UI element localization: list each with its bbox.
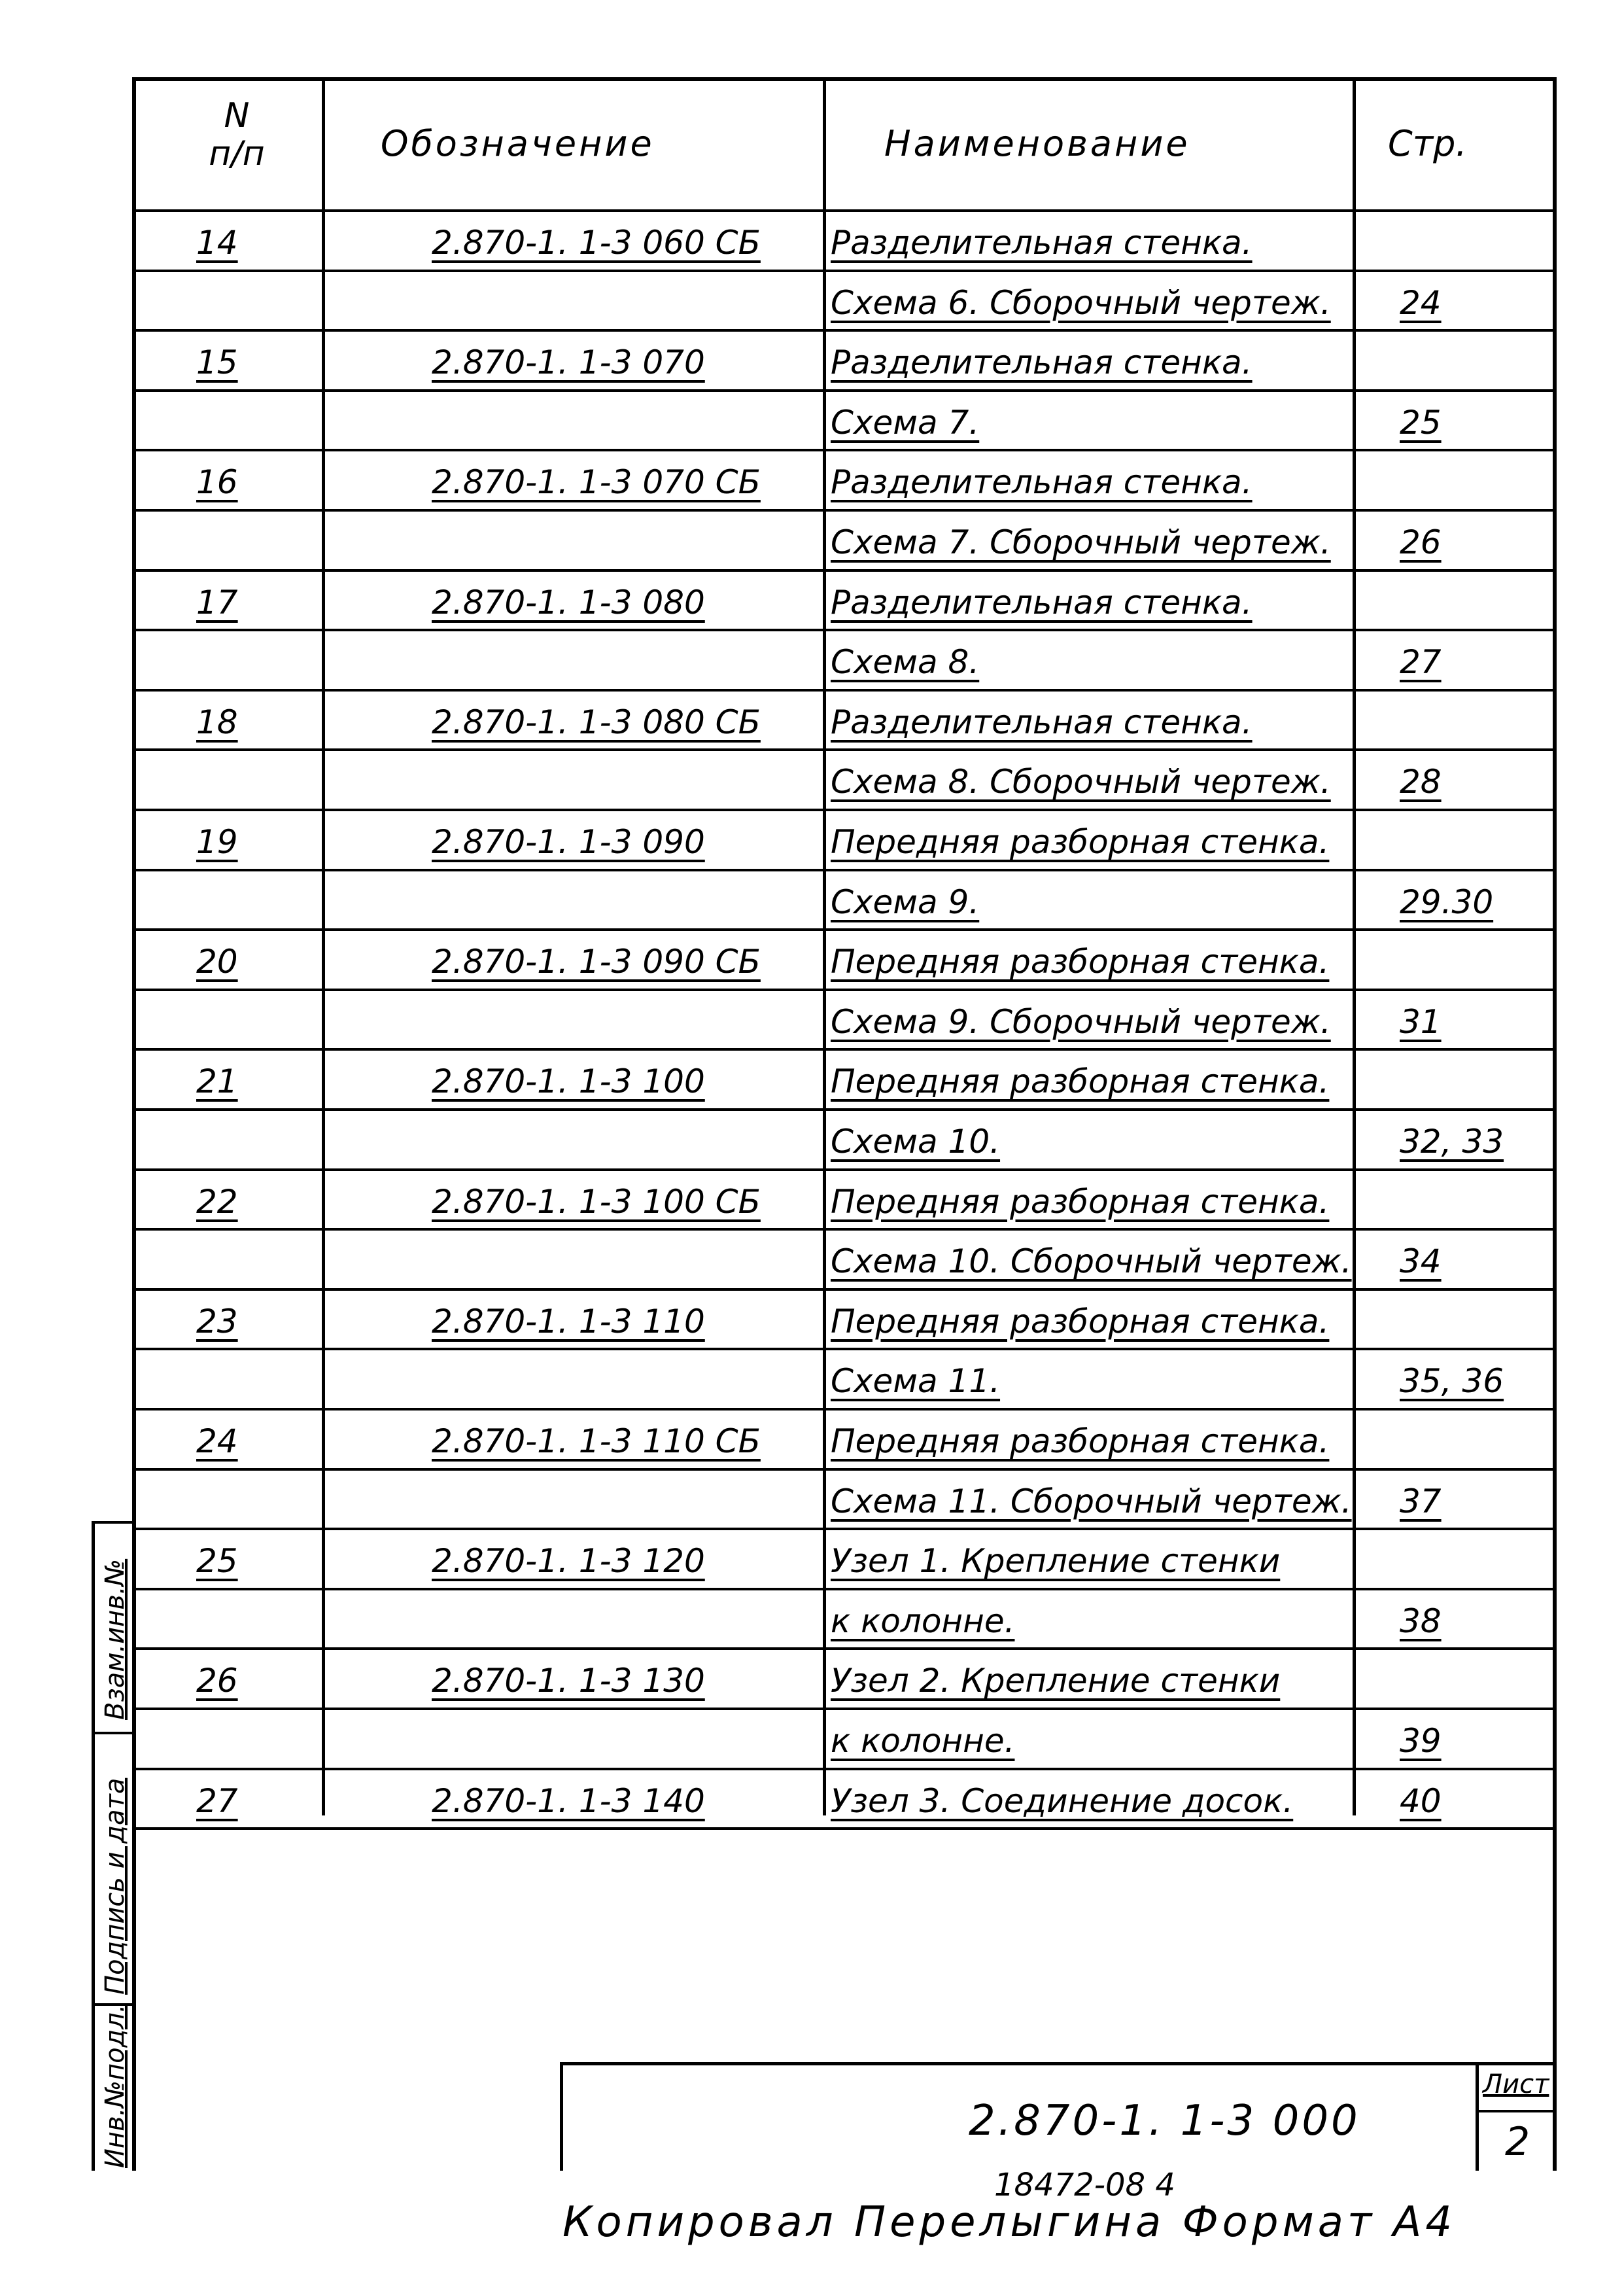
margin-strip bbox=[92, 1521, 132, 2171]
cell-name: Разделительная стенка. bbox=[831, 343, 1253, 382]
cell-designation: 2.870-1. 1-3 110 СБ bbox=[432, 1422, 761, 1460]
cell-designation: 2.870-1. 1-3 110 bbox=[432, 1302, 705, 1340]
cell-page: 32, 33 bbox=[1400, 1123, 1504, 1161]
cell-name: Узел 3. Соединение досок. bbox=[831, 1781, 1294, 1820]
cell-designation: 2.870-1. 1-3 090 bbox=[432, 823, 705, 861]
sheet-number-cell bbox=[1476, 2065, 1557, 2171]
cell-name: Узел 2. Крепление стенки bbox=[831, 1662, 1281, 1700]
cell-num: 24 bbox=[196, 1422, 238, 1460]
row-divider bbox=[136, 689, 1553, 692]
document-code: 2.870-1. 1-3 000 bbox=[969, 2097, 1360, 2145]
col-divider-name bbox=[1353, 77, 1356, 1815]
cell-num: 20 bbox=[196, 943, 238, 981]
row-divider bbox=[136, 1768, 1553, 1770]
cell-name: Разделительная стенка. bbox=[831, 463, 1253, 502]
cell-name: Схема 9. bbox=[831, 883, 980, 921]
cell-name: Схема 6. Сборочный чертеж. bbox=[831, 283, 1331, 322]
row-divider bbox=[136, 509, 1553, 512]
cell-designation: 2.870-1. 1-3 100 bbox=[432, 1062, 705, 1101]
row-divider bbox=[136, 1288, 1553, 1291]
cell-num: 22 bbox=[196, 1182, 238, 1221]
cell-page: 31 bbox=[1400, 1002, 1442, 1041]
row-divider bbox=[136, 270, 1553, 272]
cell-page: 38 bbox=[1400, 1602, 1442, 1640]
cell-num: 16 bbox=[196, 463, 238, 502]
copied-by-line: Копировал Перелыгина Формат А4 bbox=[562, 2198, 1457, 2247]
title-block bbox=[560, 2062, 1557, 2171]
strip-replace-inv: Взам.инв.№ bbox=[100, 1558, 130, 1720]
row-divider bbox=[136, 389, 1553, 392]
row-divider bbox=[136, 1647, 1553, 1650]
row-divider bbox=[136, 1588, 1553, 1590]
cell-num: 23 bbox=[196, 1302, 238, 1340]
cell-designation: 2.870-1. 1-3 070 СБ bbox=[432, 463, 761, 502]
cell-page: 39 bbox=[1400, 1722, 1442, 1760]
sheet-label-cell bbox=[1479, 2065, 1557, 2112]
cell-name: Разделительная стенка. bbox=[831, 224, 1253, 262]
row-divider bbox=[136, 1108, 1553, 1111]
row-divider bbox=[136, 1408, 1553, 1410]
cell-name: Схема 7. bbox=[831, 403, 980, 442]
cell-num: 15 bbox=[196, 343, 238, 382]
cell-num: 14 bbox=[196, 224, 238, 262]
cell-num: 17 bbox=[196, 583, 238, 622]
cell-page: 25 bbox=[1400, 403, 1442, 442]
row-divider bbox=[136, 1348, 1553, 1350]
cell-designation: 2.870-1. 1-3 080 bbox=[432, 583, 705, 622]
cell-name: Передняя разборная стенка. bbox=[831, 823, 1330, 861]
row-divider bbox=[136, 809, 1553, 811]
col-divider-num bbox=[322, 77, 325, 1815]
cell-name: Схема 11. bbox=[831, 1362, 1001, 1401]
strip-signature-date: Подпись и дата bbox=[100, 1778, 130, 1995]
cell-designation: 2.870-1. 1-3 060 СБ bbox=[432, 224, 761, 262]
cell-page: 35, 36 bbox=[1400, 1362, 1504, 1401]
cell-name: Схема 8. Сборочный чертеж. bbox=[831, 763, 1331, 801]
sheet-label: Лист bbox=[1483, 2069, 1549, 2099]
cell-page: 34 bbox=[1400, 1242, 1442, 1281]
cell-name: Разделительная стенка. bbox=[831, 583, 1253, 622]
header-divider bbox=[136, 209, 1553, 212]
cell-num: 19 bbox=[196, 823, 238, 861]
strip-separator bbox=[95, 1732, 132, 1734]
cell-name: Схема 7. Сборочный чертеж. bbox=[831, 523, 1331, 561]
row-divider bbox=[136, 1228, 1553, 1231]
strip-inv-original: Инв.№подл. bbox=[100, 2004, 130, 2168]
cell-name: Передняя разборная стенка. bbox=[831, 943, 1330, 981]
row-divider bbox=[136, 449, 1553, 451]
row-divider bbox=[136, 329, 1553, 332]
row-divider bbox=[136, 569, 1553, 572]
header-page: Стр. bbox=[1388, 123, 1467, 164]
cell-num: 27 bbox=[196, 1781, 238, 1820]
cell-num: 18 bbox=[196, 703, 238, 741]
sheet-number: 2 bbox=[1505, 2119, 1530, 2165]
cell-name: Передняя разборная стенка. bbox=[831, 1302, 1330, 1340]
cell-page: 28 bbox=[1400, 763, 1442, 801]
cell-name: Схема 8. bbox=[831, 643, 980, 682]
cell-designation: 2.870-1. 1-3 070 bbox=[432, 343, 705, 382]
col-divider-designation bbox=[823, 77, 826, 1815]
cell-designation: 2.870-1. 1-3 090 СБ bbox=[432, 943, 761, 981]
order-number: 18472-08 4 bbox=[994, 2167, 1175, 2203]
cell-name: Передняя разборная стенка. bbox=[831, 1422, 1330, 1460]
header-designation: Обозначение bbox=[381, 123, 655, 164]
cell-designation: 2.870-1. 1-3 080 СБ bbox=[432, 703, 761, 741]
cell-num: 26 bbox=[196, 1662, 238, 1700]
cell-page: 27 bbox=[1400, 643, 1442, 682]
row-divider bbox=[136, 869, 1553, 871]
cell-designation: 2.870-1. 1-3 130 bbox=[432, 1662, 705, 1700]
cell-page: 26 bbox=[1400, 523, 1442, 561]
header-name: Наименование bbox=[884, 123, 1190, 164]
cell-designation: 2.870-1. 1-3 120 bbox=[432, 1542, 705, 1581]
row-divider bbox=[136, 629, 1553, 631]
cell-num: 21 bbox=[196, 1062, 238, 1101]
cell-name: Разделительная стенка. bbox=[831, 703, 1253, 741]
cell-name: Узел 1. Крепление стенки bbox=[831, 1542, 1281, 1581]
cell-name: Схема 9. Сборочный чертеж. bbox=[831, 1002, 1331, 1041]
cell-page: 29.30 bbox=[1400, 883, 1494, 921]
cell-designation: 2.870-1. 1-3 100 СБ bbox=[432, 1182, 761, 1221]
cell-name: Передняя разборная стенка. bbox=[831, 1062, 1330, 1101]
header-num: N п/п bbox=[209, 96, 265, 173]
row-divider bbox=[136, 748, 1553, 751]
cell-name: Схема 11. Сборочный чертеж. bbox=[831, 1482, 1352, 1520]
cell-name: к колонне. bbox=[831, 1722, 1015, 1760]
cell-designation: 2.870-1. 1-3 140 bbox=[432, 1781, 705, 1820]
row-divider bbox=[136, 989, 1553, 991]
cell-name: Схема 10. Сборочный чертеж. bbox=[831, 1242, 1352, 1281]
row-divider bbox=[136, 928, 1553, 931]
cell-name: Схема 10. bbox=[831, 1123, 1001, 1161]
row-divider bbox=[136, 1528, 1553, 1530]
row-divider bbox=[136, 1468, 1553, 1471]
cell-page: 37 bbox=[1400, 1482, 1442, 1520]
row-divider bbox=[136, 1708, 1553, 1710]
row-divider bbox=[136, 1048, 1553, 1051]
cell-name: Передняя разборная стенка. bbox=[831, 1182, 1330, 1221]
cell-page: 24 bbox=[1400, 283, 1442, 322]
cell-page: 40 bbox=[1400, 1781, 1442, 1820]
cell-num: 25 bbox=[196, 1542, 238, 1581]
row-divider bbox=[136, 1168, 1553, 1171]
cell-name: к колонне. bbox=[831, 1602, 1015, 1640]
